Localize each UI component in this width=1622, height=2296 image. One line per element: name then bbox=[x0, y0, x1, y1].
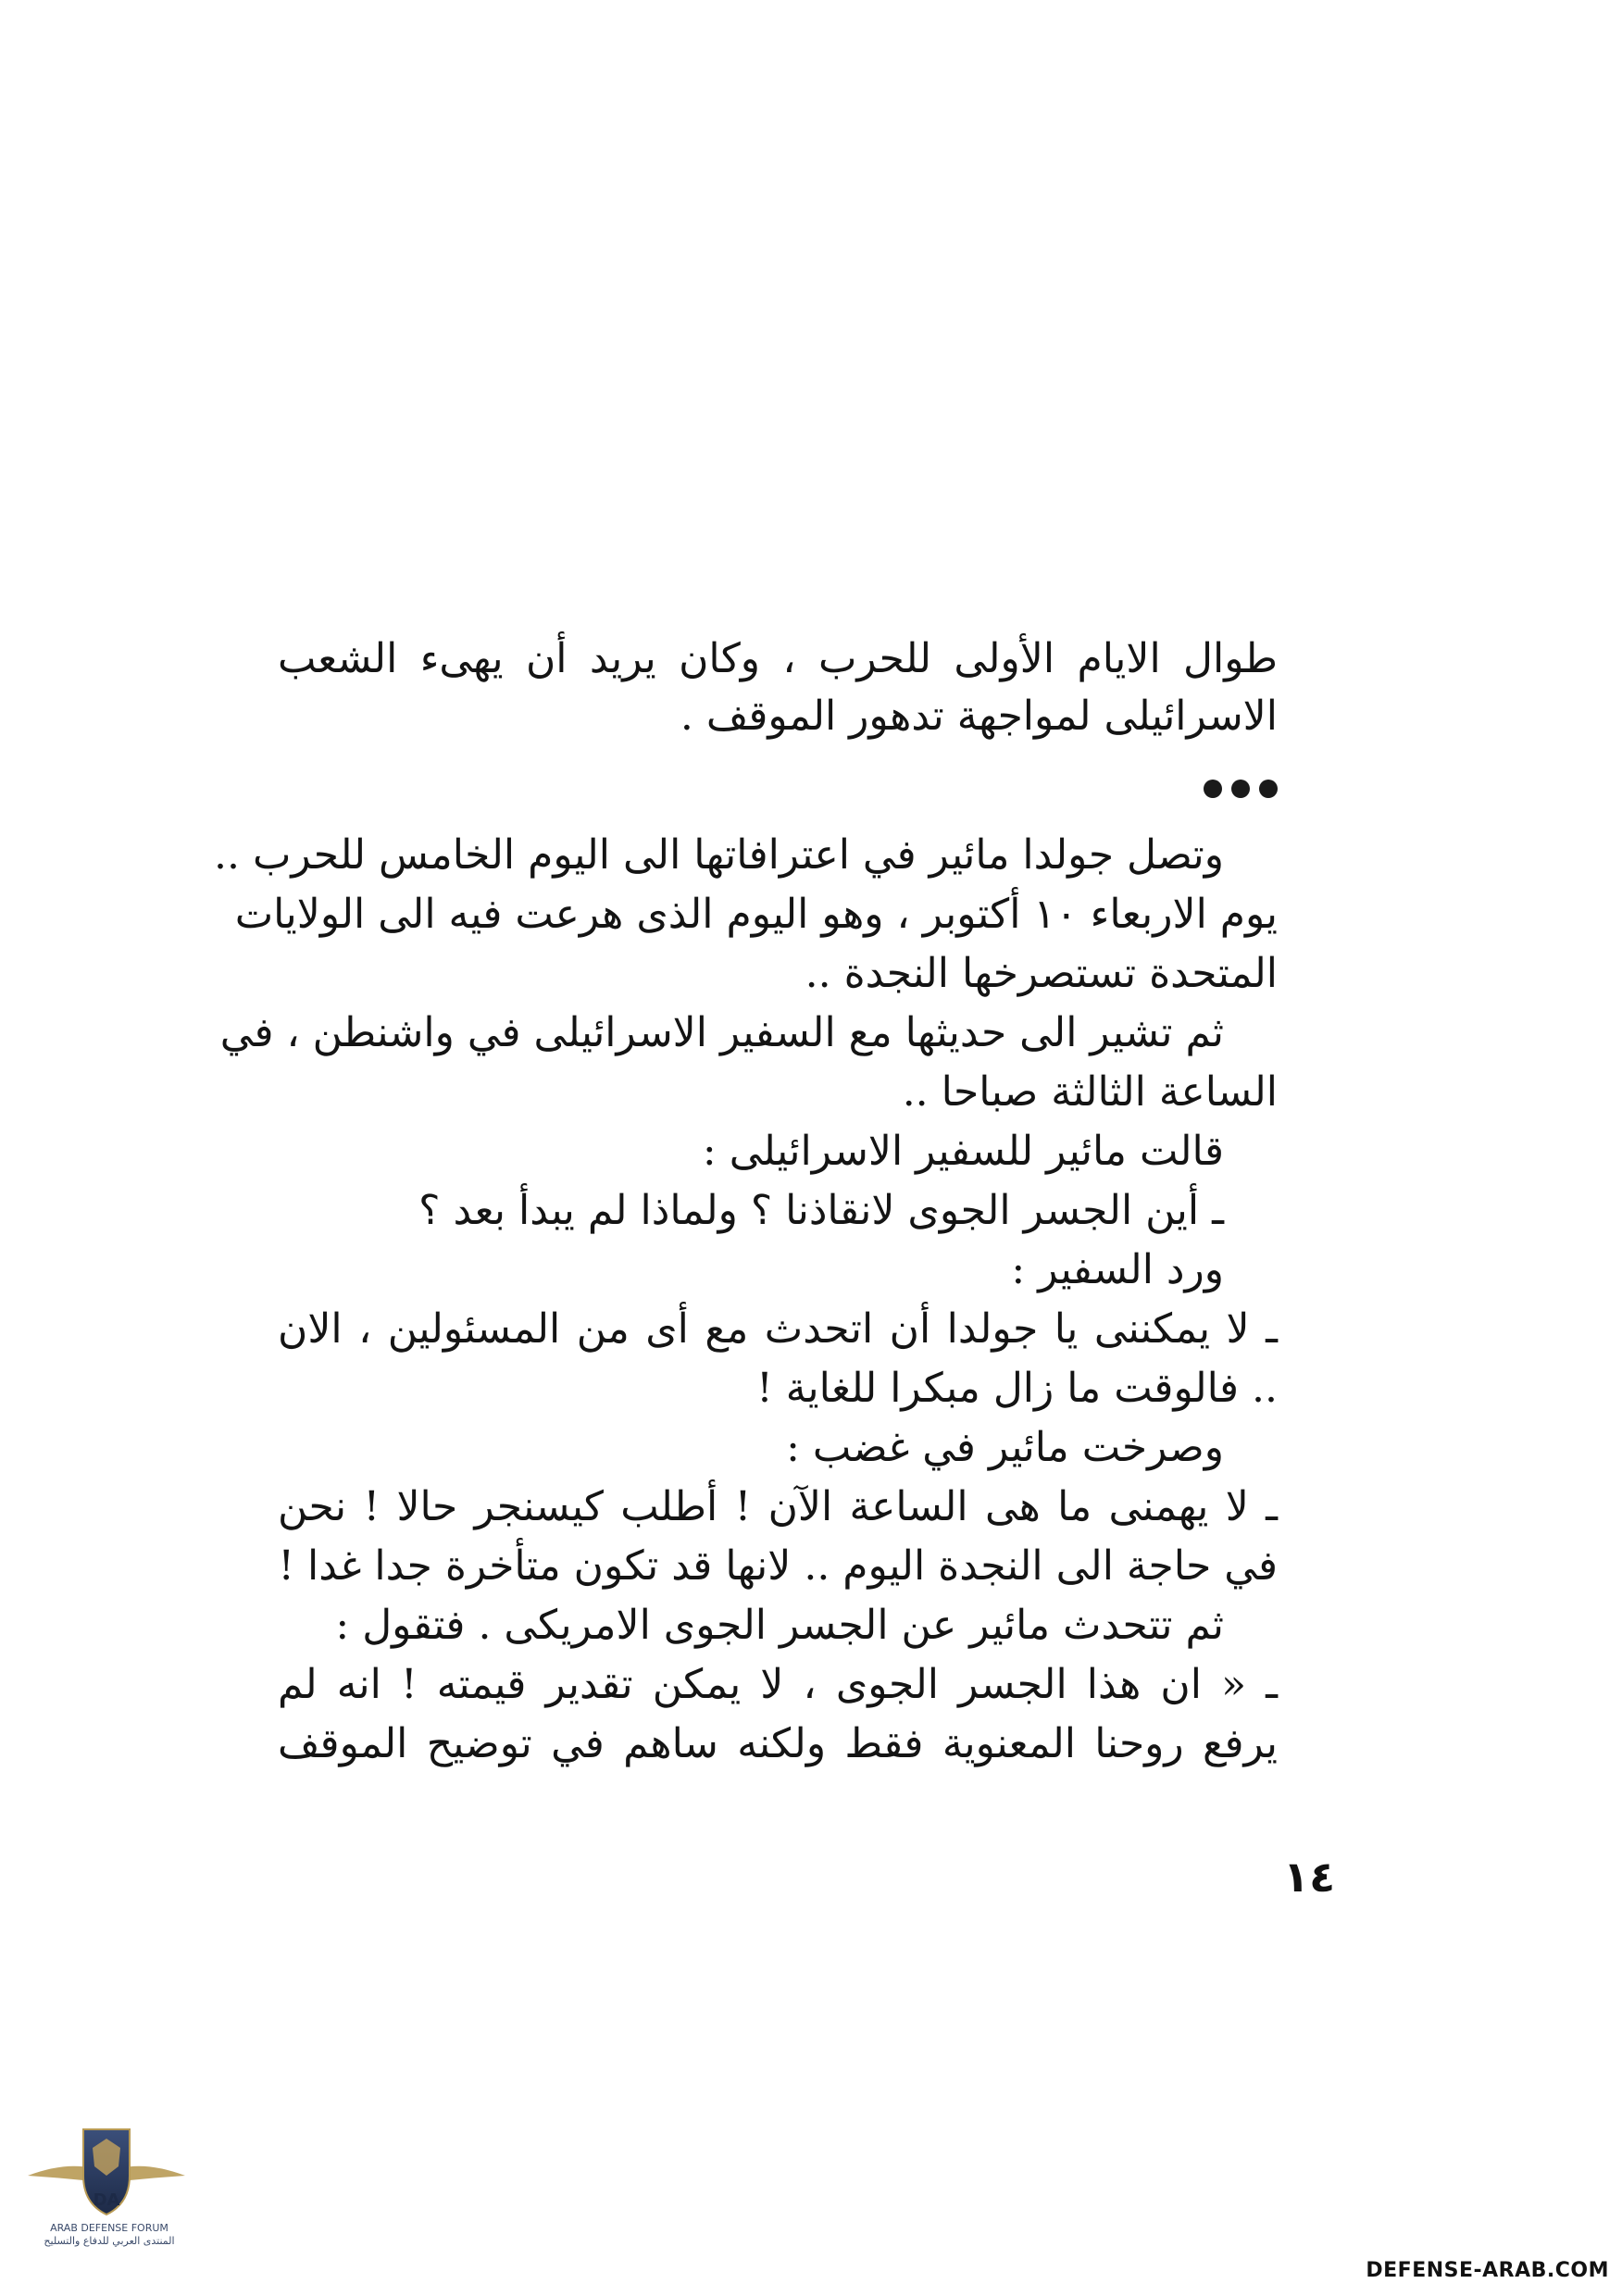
forum-name-ar: المنتدى العربي للدفاع والتسليح bbox=[44, 2235, 175, 2248]
text-line: وتصل جولدا مائير في اعترافاتها الى اليوم الخامس للحرب .. bbox=[214, 831, 1224, 879]
text-line: المتحدة تستصرخها النجدة .. bbox=[805, 950, 1278, 997]
dot-icon bbox=[1259, 780, 1278, 798]
text-line: قالت مائير للسفير الاسرائيلى : bbox=[702, 1128, 1224, 1175]
text-line: يوم الاربعاء ١٠ أكتوبر ، وهو اليوم الذى هرعت فيه الى الولايات bbox=[234, 891, 1278, 938]
text-line: ورد السفير : bbox=[1011, 1246, 1224, 1293]
text-line: ـ « ان هذا الجسر الجوى ، لا يمكن تقدير قيمته ! انه لم bbox=[278, 1661, 1278, 1708]
dot-icon bbox=[1204, 780, 1222, 798]
text-line: الساعة الثالثة صباحا .. bbox=[902, 1068, 1278, 1116]
text-line: ـ لا يهمنى ما هى الساعة الآن ! أطلب كيسنجر حالا ! نحن bbox=[278, 1483, 1278, 1530]
text-line: ـ أين الجسر الجوى لانقاذنا ؟ ولماذا لم يبدأ بعد ؟ bbox=[418, 1187, 1224, 1234]
svg-text:DA: DA bbox=[93, 2190, 120, 2210]
dot-icon bbox=[1231, 780, 1250, 798]
text-line: الاسرائيلى لمواجهة تدهور الموقف . bbox=[680, 693, 1278, 740]
forum-name-en: ARAB DEFENSE FORUM bbox=[50, 2222, 168, 2234]
forum-logo-caption bbox=[35, 2222, 183, 2249]
text-line: ثم تشير الى حديثها مع السفير الاسرائيلى في واشنطن ، في bbox=[219, 1009, 1224, 1056]
text-line: طوال الايام الأولى للحرب ، وكان يريد أن يهىء الشعب bbox=[278, 635, 1278, 682]
section-separator-icon bbox=[1204, 780, 1278, 798]
page-number: ١٤ bbox=[1283, 1852, 1336, 1902]
text-line: وصرخت مائير في غضب : bbox=[786, 1424, 1224, 1471]
text-line: .. فالوقت ما زال مبكرا للغاية ! bbox=[756, 1365, 1278, 1412]
text-line: في حاجة الى النجدة اليوم .. لانها قد تكون متأخرة جدا غدا ! bbox=[278, 1542, 1278, 1590]
text-line: ـ لا يمكننى يا جولدا أن اتحدث مع أى من المسئولين ، الان bbox=[278, 1305, 1278, 1353]
text-line: ثم تتحدث مائير عن الجسر الجوى الامريكى . فتقول : bbox=[335, 1602, 1224, 1649]
text-line: يرفع روحنا المعنوية فقط ولكنه ساهم في توضيح الموقف bbox=[278, 1720, 1278, 1767]
body-text bbox=[214, 0, 1278, 1852]
site-watermark: DEFENSE-ARAB.COM bbox=[1366, 2259, 1609, 2282]
forum-logo-icon bbox=[19, 2111, 194, 2287]
